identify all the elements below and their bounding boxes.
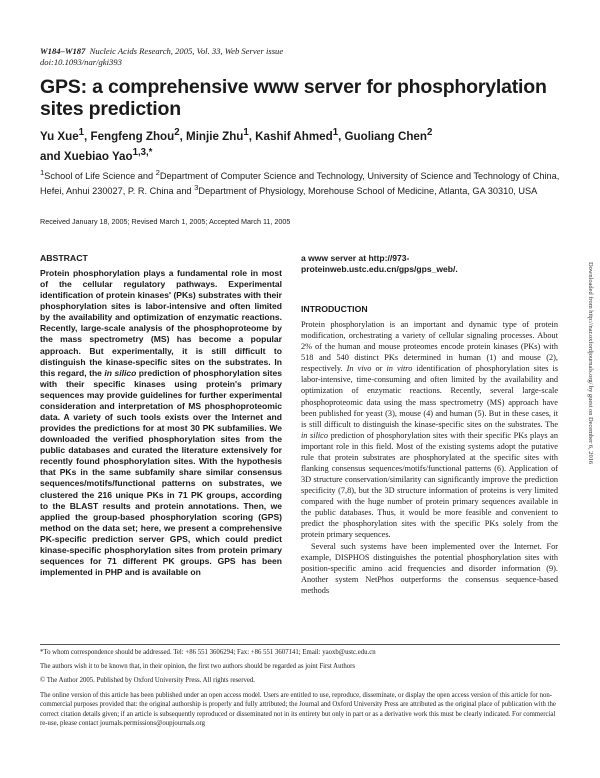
received-dates: Received January 18, 2005; Revised March 1, 2005; Accepted March 11, 2005 [40,217,291,226]
running-header [40,46,560,68]
author-line-2: and Xuebiao Yao$^{1,3,*}$ [40,146,153,163]
author-list [40,125,560,165]
abstract-heading: ABSTRACT [40,253,88,263]
doi[interactable]: doi:10.1093/nar/gki393 [40,57,122,67]
abstract-continuation[interactable]: a www server at http://973-proteinweb.ustc.edu.cn/gps/gps_web/. [301,253,458,275]
footnote-divider [40,644,560,645]
affiliations: $^1$School of Life Science and $^2$Department of Computer Science and Technology, University of Science and Technology of China, Hefei, Anhui 230027, P. R. China and $^3$Department of Physiology, Morehouse School of Medicine, Atlanta, GA 30310, USA [40,168,560,197]
license-note: The online version of this article has been published under an open access model. Users are entitled to use, reproduce, disseminate, or display the open access version of this article for non-commercial purposes provided that: the original authorship is properly and fully attributed; the Journal and Oxford University Press are attributed as the original place of publication with the correct citation details given; if an article is subsequently reproduced or disseminated not in its entirety but only in part or as a derivative work this must be clearly indicated. For commercial re-use, please contact journals.permissions@oupjournals.org [40,691,556,728]
intro-paragraph-2: Several such systems have been implemented over the Internet. For example, DISPHOS distinguishes the potential phosphorylation sites with position-specific amino acid frequencies and disorder information (9). Another system NetPhos outperforms the consensus sequence-based methods [301,541,558,595]
page-range: W184–W187 [40,46,86,56]
introduction-body [301,319,558,596]
journal-citation: Nucleic Acids Research, 2005, Vol. 33, Web Server issue [89,46,284,56]
intro-paragraph-1: Protein phosphorylation is an important and dynamic type of protein modification, orchestrating a variety of cellular signaling processes. About 2% of the human and mouse proteomes encode protein kinases (PKs) with 518 and 540 distinct PKs determined in human (1) and mouse (2), respectively. In vivo or in vitro identification of phosphorylation sites is labor-intensive, time-consuming and often limited by the availability and optimization of enzymatic reactions. Recently, several large-scale phosphoproteomic data using the mass spectrometry (MS) approach have been published for yeast (3), mouse (4) and human (5). But in these cases, it is still difficult to distinguish the kinase-specific sites on the substrates. The in silico prediction of phosphorylation sites with their specific PKs plays an important role in this field. Most of the existing systems adopt the putative rule that protein substrates are phosphorylated at the specific sites with flanking consensus sequences/motifs/functional patterns (6). Application of 3D structure conservation/similarity can significantly improve the prediction specificity (7,8), but the 3D structure information of proteins is very limited compared with the huge number of protein primary sequences available in the public databases. Thus, it would be more feasible and convenient to predict the phosphorylation sites with the specific PKs solely from the protein primary sequences. [301,320,559,540]
article-title: GPS: a comprehensive www server for phosphorylation sites prediction [40,76,547,120]
abstract-body: Protein phosphorylation plays a fundamental role in most of the cellular regulatory pathways. Experimental identification of protein kinases' (PKs) substrates with their phosphorylation sites is labor-intensive and often limited by the availability and optimization of enzymatic reactions. Recently, large-scale analysis of the phosphoproteome by the mass spectrometry (MS) has become a popular approach. But experimentally, it is still difficult to distinguish the kinase-specific sites on the substrates. In this regard, the in silico prediction of phosphorylation sites with their specific kinases using protein's primary sequences may provide guidelines for further experimental consideration and interpretation of MS phosphoproteomic data. A variety of such tools exists over the Internet and provides the predictions for at most 30 PK subfamilies. We downloaded the verified phosphorylation sites from the public databases and curated the literature extensively for recently found phosphorylation sites. With the hypothesis that PKs in the same subfamily share similar consensus sequences/motifs/functional patterns on substrates, we clustered the 216 unique PKs in 71 PK groups, according to the BLAST results and protein annotations. Then, we applied the group-based phosphorylation scoring (GPS) method on the data set; here, we present a comprehensive PK-specific prediction server GPS, which could predict kinase-specific phosphorylation sites from protein primary sequences for 71 different PK groups. GPS has been implemented in PHP and is available on [40,268,282,578]
correspondence-note: *To whom correspondence should be addressed. Tel: +86 551 3606294; Fax: +86 551 3607141; Email: yaoxb@ustc.edu.cn [40,649,376,656]
introduction-heading: INTRODUCTION [301,304,368,314]
author-line-1: Yu Xue$^1$, Fengfeng Zhou$^2$, Minjie Zhu$^1$, Kashif Ahmed$^1$, Guoliang Chen$^2$ [40,127,433,143]
download-side-text: Downloaded from http://nar.oxfordjournals.org/ by guest on December 6, 2016 [587,262,594,465]
download-side-note [585,262,595,562]
joint-authors-note: The authors wish it to be known that, in their opinion, the first two authors should be regarded as joint First Authors [40,663,356,671]
footnotes [40,648,560,734]
copyright-note: © The Author 2005. Published by Oxford University Press. All rights reserved. [40,677,255,685]
